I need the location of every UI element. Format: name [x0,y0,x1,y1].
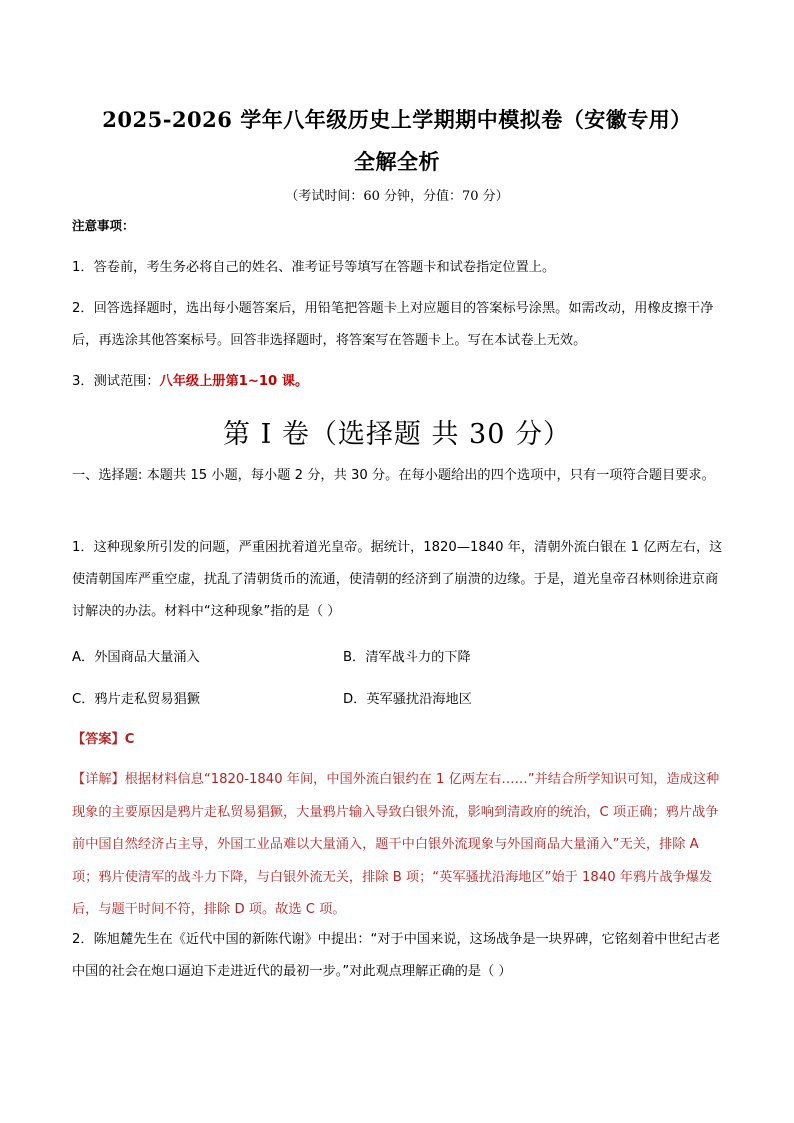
document-subtitle: 全解全析 [354,149,440,174]
question-1-option-b: B．清军战斗力的下降 [343,650,471,665]
question-1-stem: 1．这种现象所引发的问题，严重困扰着道光皇帝。据统计，1820—1840 年，清朝外流白银在 1 亿两左右，这使清朝国库严重空虚，扰乱了清朝货币的流通，使清朝的经济到了崩溃的边缘。于是，道光皇帝召林则徐进京商讨解决的办法。材料中“这种现象”指的是（ ） [72,540,723,619]
question-1-answer: 【答案】C [72,732,135,747]
document-title: 2025-2026 学年八年级历史上学期期中模拟卷（安徽专用） [102,107,692,132]
test-range: 八年级上册第1~10 课。 [159,374,309,389]
question-1-option-a: A．外国商品大量涌入 [72,650,200,665]
question-2-stem: 2．陈旭麓先生在《近代中国的新陈代谢》中提出：“对于中国来说，这场战争是一块界碑，它铭刻着中世纪古老中国的社会在炮口逼迫下走进近代的最初一步。”对此观点理解正确的是（ ） [72,932,721,979]
exam-info: （考试时间：60 分钟，分值：70 分） [285,189,509,204]
question-1-option-d: D．英军骚扰沿海地区 [343,692,472,707]
note-item-2: 2．回答选择题时，选出每小题答案后，用铅笔把答题卡上对应题目的答案标号涂黑。如需改动，用橡皮擦干净后，再选涂其他答案标号。回答非选择题时，将答案写在答题卡上。写在本试卷上无效。 [72,301,714,348]
notes-heading: 注意事项： [72,218,135,233]
note-item-3-prefix: 3．测试范围： [72,374,160,389]
question-1-detail: 【详解】根据材料信息“1820-1840 年间，中国外流白银约在 1 亿两左右……”并结合所学知识可知，造成这种现象的主要原因是鸦片走私贸易猖獗，大量鸦片输入导致白银外流，影响到清政府的统治，C 项正确；鸦片战争前中国自然经济占主导，外国工业品难以大量涌入，题干中白银外流现象与外国商品大量涌入”无关，排除 A 项；鸦片使清军的战斗力下降，与白银外流无关，排除 B 项；“英军骚扰沿海地区”始于 1840 年鸦片战争爆发后，与题干时间不符，排除 D 项。故选 C 项。 [72,772,720,917]
question-1-option-c: C．鸦片走私贸易猖獗 [72,692,200,707]
note-item-3 [72,366,722,398]
note-item-1: 1．答卷前，考生务必将自己的姓名、准考证号等填写在答题卡和试卷指定位置上。 [72,260,556,275]
section-title: 第 I 卷（选择题 共 30 分） [223,419,571,450]
section-instruction: 一、选择题: 本题共 15 小题，每小题 2 分，共 30 分。在每小题给出的四个选项中，只有一项符合题目要求。 [72,468,715,483]
